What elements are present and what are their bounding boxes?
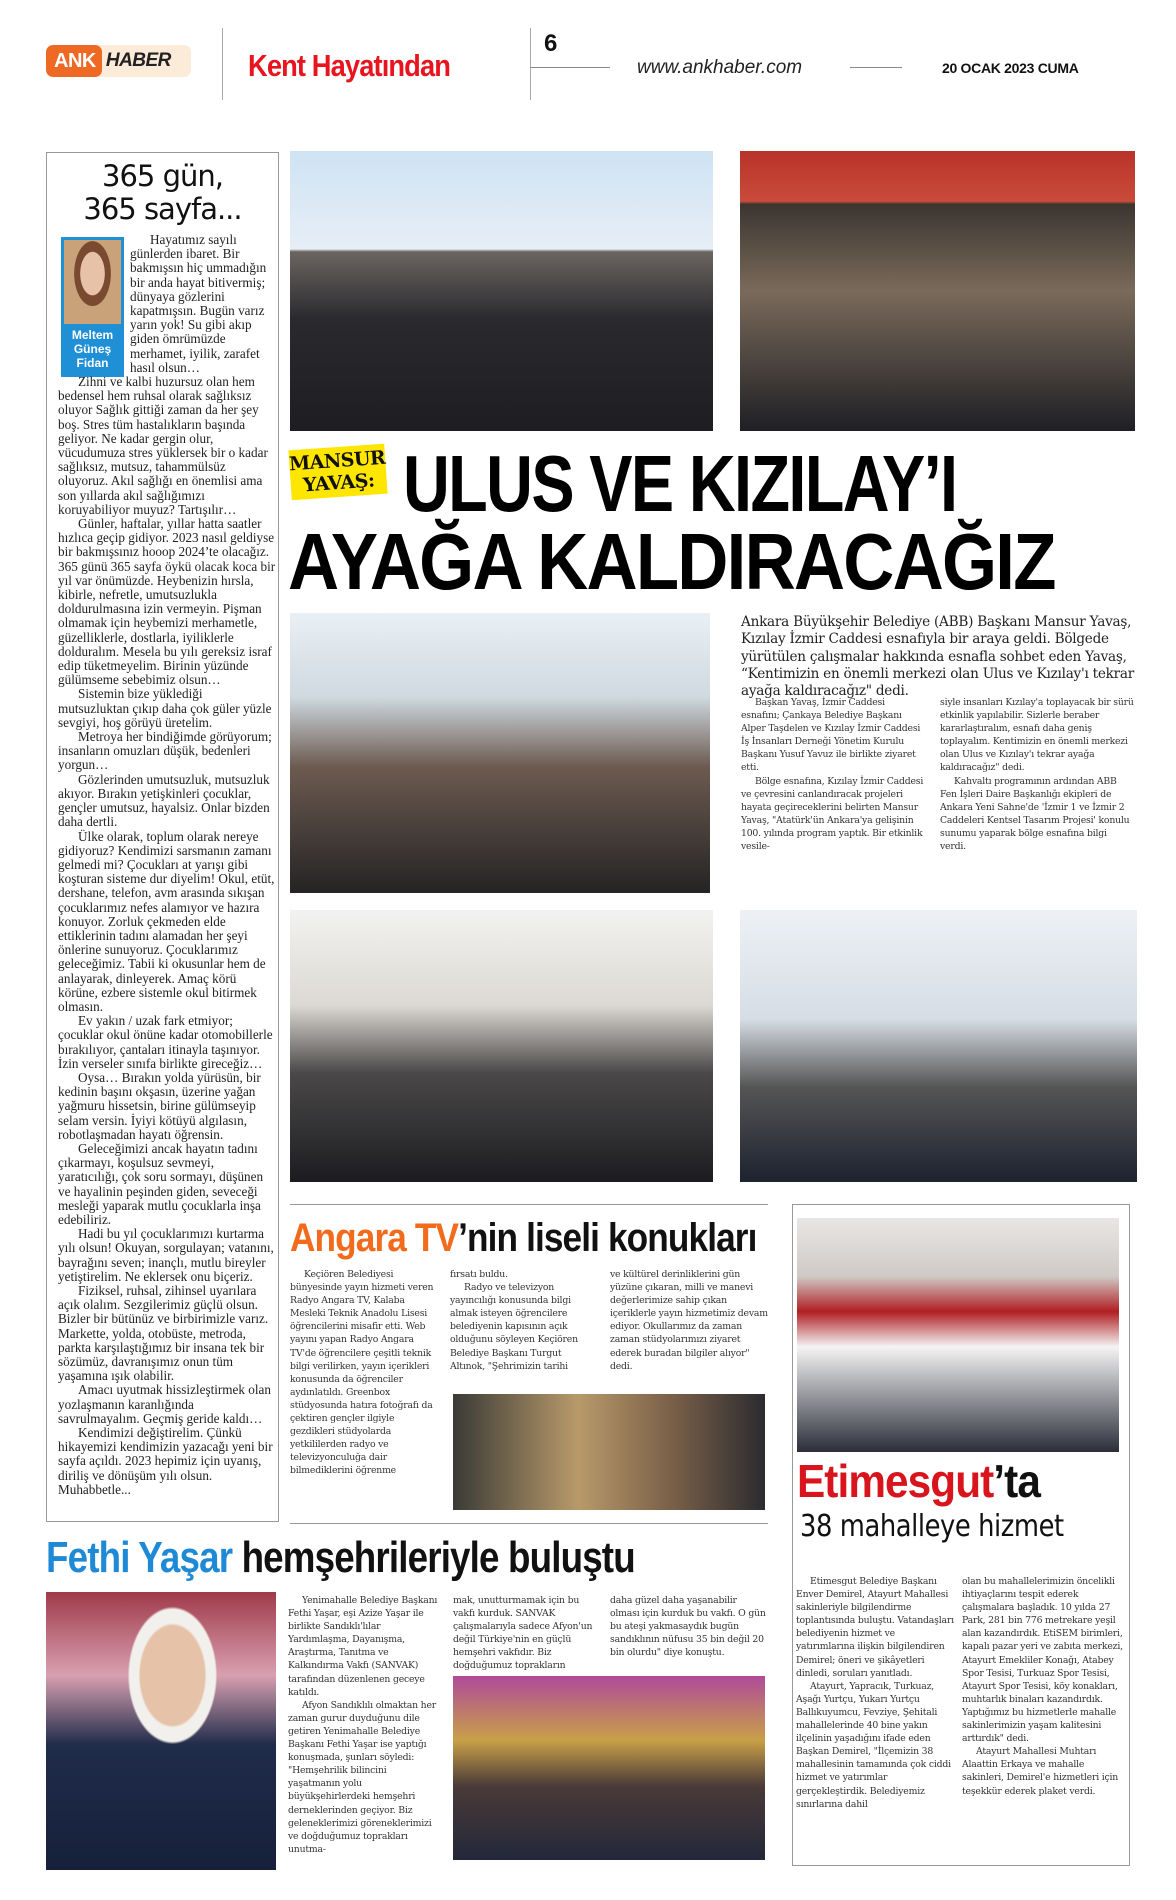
- angara-paragraph: fırsatı buldu.: [450, 1269, 508, 1280]
- angara-headline: [290, 1215, 757, 1261]
- fethi-headline-highlight: Fethi Yaşar: [46, 1533, 233, 1582]
- angara-paragraph: Keçiören Belediyesi bünyesinde yayın hizmeti veren Radyo Angara TV, Kalaba Mesleki Teknik Anadolu Lisesi öğrencilerini misafir etti. Web yayını yapan Radyo Angara TV'de öğrencilere çeşitli teknik bilgi verilirken, yayın içerikleri konusunda da öğrenciler aydınlatıldı. Greenbox stüdyosunda hatıra fotoğrafı da çektiren gençler ilgiyle gezdikleri stüdyolarda yetkililerden radyo ve televizyonculuğa dair bilmediklerini öğrenme: [290, 1269, 434, 1477]
- photo-fethi-yasar-speech[interactable]: [46, 1592, 276, 1870]
- column-paragraph: Ev yakın / uzak fark etmiyor; çocuklar okul önüne kadar otomobillerle bırakılıyor, çantaları itinayla taşınıyor. İzin verseler sınıfa birlikte gireceğiz…: [58, 1013, 273, 1071]
- fethi-headline: [46, 1532, 635, 1584]
- column-paragraph: Oysa… Bırakın yolda yürüsün, bir kedinin başını okşasın, üzerine yağan yağmuru hissetsin, birine gülümseyip selam versin. İyiyi kötüyü algılasın, robotlaşmadan hayatı öğrensin.: [58, 1069, 261, 1142]
- section-separator: [290, 1523, 768, 1524]
- column-intro-paragraph: Hayatımız sayılı günlerden ibaret. Bir bakmışsın hiç ummadığın bir anda hayat bitivermiş; dünyaya gözlerini kapatmışsın. Bugün varız yarın yok! Su gibi akıp giden ömrümüzde merhamet, iyilik, zarafet hasıl olsun…: [130, 232, 267, 375]
- angara-paragraph: Radyo ve televizyon yayıncılığı konusunda bilgi almak isteyen öğrencilere belediyenin kapısının açık olduğunu söyleyen Keçiören Belediye Başkanı Turgut Altınok, "Şehrimizin tarihi: [450, 1282, 578, 1372]
- etimesgut-headline-rest: ’ta: [993, 1455, 1040, 1507]
- angara-column-1: [290, 1268, 440, 1478]
- photo-yavas-with-family[interactable]: [290, 151, 713, 431]
- masthead-rule: [530, 67, 610, 68]
- author-name: [61, 328, 124, 370]
- column-title: [46, 160, 279, 226]
- column-paragraph: Hadi bu yıl çocuklarımızı kurtarma yılı olsun! Okuyan, sorgulayan; vatanını, bayrağını seven; inançlı, mutlu bireyler yetiştirelim. Ne eklersek onu biçeriz.: [58, 1226, 274, 1284]
- angara-column-2: [450, 1268, 598, 1373]
- fethi-headline-rest: hemşehrileriyle buluştu: [232, 1533, 635, 1582]
- angara-column-3: [610, 1268, 768, 1373]
- column-intro: [130, 233, 275, 375]
- column-paragraph: Kendimizi değiştirelim. Çünkü hikayemizi kendimizin yazacağı yeni bir sayfa açıldı. 2023 hepimiz için uyanış, diriliş ve dönüşüm yılı olsun. Muhabbetle...: [58, 1425, 273, 1497]
- author-photo: [64, 240, 121, 324]
- column-title-line-2: 365 sayfa...: [83, 192, 242, 226]
- etimesgut-column-2: [962, 1575, 1124, 1798]
- column-paragraph: Günler, haftalar, yıllar hatta saatler hızlıca geçip gidiyor. 2023 nasıl geldiyse bir bakmışsınız hooop 2024’te olacağız. 365 günü 365 sayfa öykü olacak koca bir yıl var önümüzde. Heybenizin hırsla, kibirle, nefretle, umutsuzlukla doldurulmasına izin vermeyin. Pişman olmamak için heybemizi merhametle, güzelliklerle, dostlarla, iyiliklerle dolduralım. Mesela bu yılı gereksiz israf edip tüketmeyelim. Birinin yüzünde gülümseme sebebimiz olsun…: [58, 516, 276, 688]
- section-separator: [290, 1204, 768, 1205]
- column-paragraph: Sistemin bize yüklediği mutsuzluktan çıkıp daha çok güler yüzle sevgiyi, hoş görüyü üretelim.: [58, 686, 272, 730]
- angara-headline-highlight: Angara TV: [290, 1216, 459, 1260]
- etimesgut-paragraph: Atayurt, Yapracık, Turkuaz, Aşağı Yurtçu, Yukarı Yurtçu Ballıkuyumcu, Fevziye, Şehitali mahallelerinde 40 bine yakın ilçelinin yaşadığını ifade eden Başkan Demirel, "İlçemizin 38 mahallesinin tamamında çok ciddi hizmet ve yatırımlar gerçekleştirdik. Belediyemiz sınırlarına dahil: [796, 1680, 951, 1810]
- logo-ank: ANK: [46, 45, 102, 77]
- logo-haber: HABER: [105, 50, 171, 71]
- article-paragraph: Başkan Yavaş, İzmir Caddesi esnafını; Çankaya Belediye Başkanı Alper Taşdelen ve Kızılay İzmir Caddesi İş İnsanları Derneği Yönetim Kurulu Başkanı Yusuf Yavuz ile birlikte ziyaret etti.: [741, 697, 921, 774]
- photo-yavas-selfie[interactable]: [290, 613, 710, 893]
- article-paragraph: Kahvaltı programının ardından ABB Fen İşleri Daire Başkanlığı ekipleri de Ankara Yeni Sahne'de 'İzmir 1 ve İzmir 2 Caddeleri Kentsel Tasarım Projesi' konulu sunumu yaparak bölge esnafına bilgi verdi.: [940, 775, 1130, 853]
- photo-sanvak-event[interactable]: [453, 1676, 765, 1860]
- angara-paragraph: ve kültürel derinliklerini gün yüzüne çıkaran, milli ve manevi değerlerimize sahip çıkan içeriklerle yayın hizmetimiz devam ediyor. Okullarımız da zaman zaman stüdyolarımızı ziyaret ederek buradan bilgiler alıyor" dedi.: [610, 1269, 768, 1372]
- article-paragraph: siyle insanları Kızılay'a toplayacak bir sürü etkinlik yapılabilir. Sizlerle beraber kararlaştıralım, esnafı daha geniş toplayalım. Kentimizin en önemli merkezi olan Ulus ve Kızılay'ı tekrar ayağa kaldıracağız" dedi.: [940, 697, 1134, 774]
- page-number: 6: [544, 30, 558, 57]
- author-last-name: Fidan: [76, 356, 109, 370]
- photo-yavas-street-visit[interactable]: [290, 910, 713, 1182]
- column-paragraph: Gözlerinden umutsuzluk, mutsuzluk akıyor. Bırakın yetişkinleri çocuklar, gençler umutsuz, hayalsiz. Onlar bizden daha dertli.: [58, 771, 270, 830]
- fethi-paragraph: Yenimahalle Belediye Başkanı Fethi Yaşar, eşi Azize Yaşar ile birlikte Sandıklı'lılar Yardımlaşma, Dayanışma, Araştırma, Tanıtma ve Kalkındırma Vakfı (SANVAK) tarafından düzenlenen geceye katıldı.: [288, 1595, 438, 1698]
- photo-yavas-selfie-students[interactable]: [740, 151, 1135, 431]
- article-column-1: [741, 696, 926, 853]
- etimesgut-paragraph: olan bu mahallelerimizin öncelikli ihtiyaçlarını tespit ederek çalışmalara başladık. 10 yılda 27 Park, 281 bin 776 metrekare yeşil alan kazandırdık. EtiSEM birimleri, kapalı pazar yeri ve zabıta merkezi, Atayurt Emekliler Konağı, Atabey Spor Tesisi, Turkuaz Spor Tesisi, Atayurt Spor Tesisi, köy konakları, muhtarlık binaları kazandırdık. Yaptığımız bu hizmetlerle mahalle sakinlerimizin yaşam kalitesini arttırdık" dedi.: [962, 1576, 1123, 1745]
- kicker-line-1: MANSUR: [288, 446, 387, 476]
- kicker-line-2: YAVAŞ:: [302, 469, 376, 497]
- column-paragraph: Zihni ve kalbi huzursuz olan hem bedensel hem ruhsal olarak sağlıksız oluyor Sağlık gittiği zaman da her şey boş. Stres tüm hastalıkların başında geliyor. Ne kadar gergin olur, vücudumuza stres yüklersek bir o kadar sağlıksız, mutsuz, tahammülsüz oluyoruz. Akıl sağlığı en önemlisi ama son yıllarda akıl sağlığımızı koruyabiliyor muyuz? Tartışılır…: [58, 374, 268, 517]
- section-title: Kent Hayatından: [248, 48, 451, 83]
- column-paragraph: Ülke olarak, toplum olarak nereye gidiyoruz? Kendimizi sarsmanın zamanı gelmedi mi? Çocukları at yarışı gibi koşturan sisteme dur diyelim! Okul, etüt, dershane, telefon, avm arasında sıkışan çocuklarımız nefes alamıyor ve hazıra konuyor. Zorluk çekmeden elde ettiklerinin tadını alamadan her şeyi önlerine sunuyoruz. Çocuklarımız geleceğimiz. Tabii ki okusunlar hem de anlayarak, dinleyerek. Amaç körü körüne, ezbere sistemle okul bitirmek olmasın.: [58, 828, 275, 1014]
- masthead-divider: [222, 28, 223, 100]
- headline-line-1: ULUS VE KIZILAY’I: [403, 439, 957, 528]
- article-column-2: [940, 696, 1135, 853]
- article-lead: Ankara Büyükşehir Belediye (ABB) Başkanı Mansur Yavaş, Kızılay İzmir Caddesi esnafıyla bir araya geldi. Bölgede yürütülen çalışmalar hakkında esnafla sohbet eden Yavaş, “Kentimizin en önemli merkezi olan Ulus ve Kızılay'ı tekrar ayağa kaldıracağız" dedi.: [741, 614, 1134, 700]
- masthead-rule-2: [850, 67, 902, 68]
- fethi-paragraph: daha güzel daha yaşanabilir olması için kurduk bu vakfı. O gün bu ateşi yakmasaydık bugün sandıklının nüfusu 35 bin değil 20 bin olurdu" diye konuştu.: [610, 1595, 766, 1659]
- headline-line-2: AYAĞA KALDIRACAĞIZ: [288, 517, 1055, 606]
- etimesgut-headline: [797, 1456, 1040, 1506]
- fethi-column-1: [288, 1594, 438, 1856]
- etimesgut-paragraph: Etimesgut Belediye Başkanı Enver Demirel, Atayurt Mahallesi sakinleriyle bilgilendirme toplantısında buluştu. Vatandaşları belediyenin hizmet ve yatırımlarına ilişkin bilgilendiren Demirel; öneri ve şikâyetleri dinledi, soruları yanıtladı.: [796, 1576, 954, 1679]
- angara-headline-rest: ’nin liseli konukları: [458, 1216, 757, 1260]
- fethi-paragraph: Afyon Sandıklılı olmaktan her zaman gurur duyduğunu dile getiren Yenimahalle Belediye Başkanı Fethi Yaşar ise yaptığı konuşmada, şunları söyledi: "Hemşehrilik bilincini yaşatmanın yolu büyükşehirlerdeki hemşehri derneklerinden geçiyor. Biz geleneklerimizi göreneklerimizi ve doğduğumuz toprakları unutma-: [288, 1699, 437, 1855]
- column-paragraph: Fiziksel, ruhsal, zihinsel uyarılara açık olalım. Sezgilerimiz güçlü olsun. Bizler bir bütünüz ve birbirimizle varız. Markette, yolda, otobüste, metroda, parkta karşılaştığımız bir insana tek bir sözümüz, davranışımız onun tüm yaşamına ışık olabilir.: [58, 1283, 269, 1384]
- photo-radio-studio[interactable]: [453, 1394, 765, 1510]
- fethi-paragraph: mak, unutturmamak için bu vakfı kurduk. SANVAK çalışmalarıyla sadece Afyon'un değil Türkiye'nin en güçlü hemşehri vakfıdır. Biz doğduğumuz toprakların: [453, 1595, 593, 1672]
- photo-selfie-traffic-light[interactable]: [740, 910, 1137, 1182]
- column-paragraph: Geleceğimizi ancak hayatın tadını çıkarmayı, koşulsuz sevmeyi, yaratıcılığı, çok soru sormayı, düşünen ve hayalinin peşinden giden, seveceği mesleği yaparak mutlu çocuklarla inşa edebiliriz.: [58, 1140, 264, 1227]
- etimesgut-subheadline: 38 mahalleye hizmet: [800, 1509, 1064, 1544]
- ankhaber-logo[interactable]: [46, 45, 191, 77]
- fethi-column-3: [610, 1594, 768, 1659]
- etimesgut-paragraph: Atayurt Mahallesi Muhtarı Alaattin Erkaya ve mahalle sakinleri, Demirel'e hizmetleri için teşekkür ederek plaket verdi.: [962, 1746, 1119, 1797]
- author-first-name: Meltem: [71, 328, 114, 342]
- fethi-column-2: [453, 1594, 603, 1673]
- author-middle-name: Güneş: [73, 342, 112, 356]
- etimesgut-headline-highlight: Etimesgut: [797, 1455, 994, 1507]
- column-paragraph: Metroya her bindiğimde görüyorum; insanların omuzları düşük, bedenleri yorgun…: [58, 729, 272, 773]
- column-paragraph: Amacı uyutmak hissizleştirmek olan yozlaşmanın karanlığında savrulmayalım. Geçmiş geride kaldı…: [58, 1382, 272, 1426]
- photo-plaque-ceremony[interactable]: [797, 1218, 1119, 1452]
- issue-date: 20 OCAK 2023 CUMA: [942, 60, 1079, 76]
- article-paragraph: Bölge esnafına, Kızılay İzmir Caddesi ve çevresini canlandıracak projeleri hayata geçireceklerini belirten Mansur Yavaş, "Atatürk'ün Ankara'ya gelişinin 100. yılında program yaptık. Bir etkinlik vesile-: [741, 775, 924, 853]
- website-link[interactable]: www.ankhaber.com: [637, 57, 803, 78]
- headline-kicker: [288, 444, 387, 501]
- etimesgut-column-1: [796, 1575, 956, 1811]
- masthead-divider-2: [530, 28, 531, 100]
- column-body: [58, 375, 276, 1497]
- column-title-line-1: 365 gün,: [102, 159, 223, 193]
